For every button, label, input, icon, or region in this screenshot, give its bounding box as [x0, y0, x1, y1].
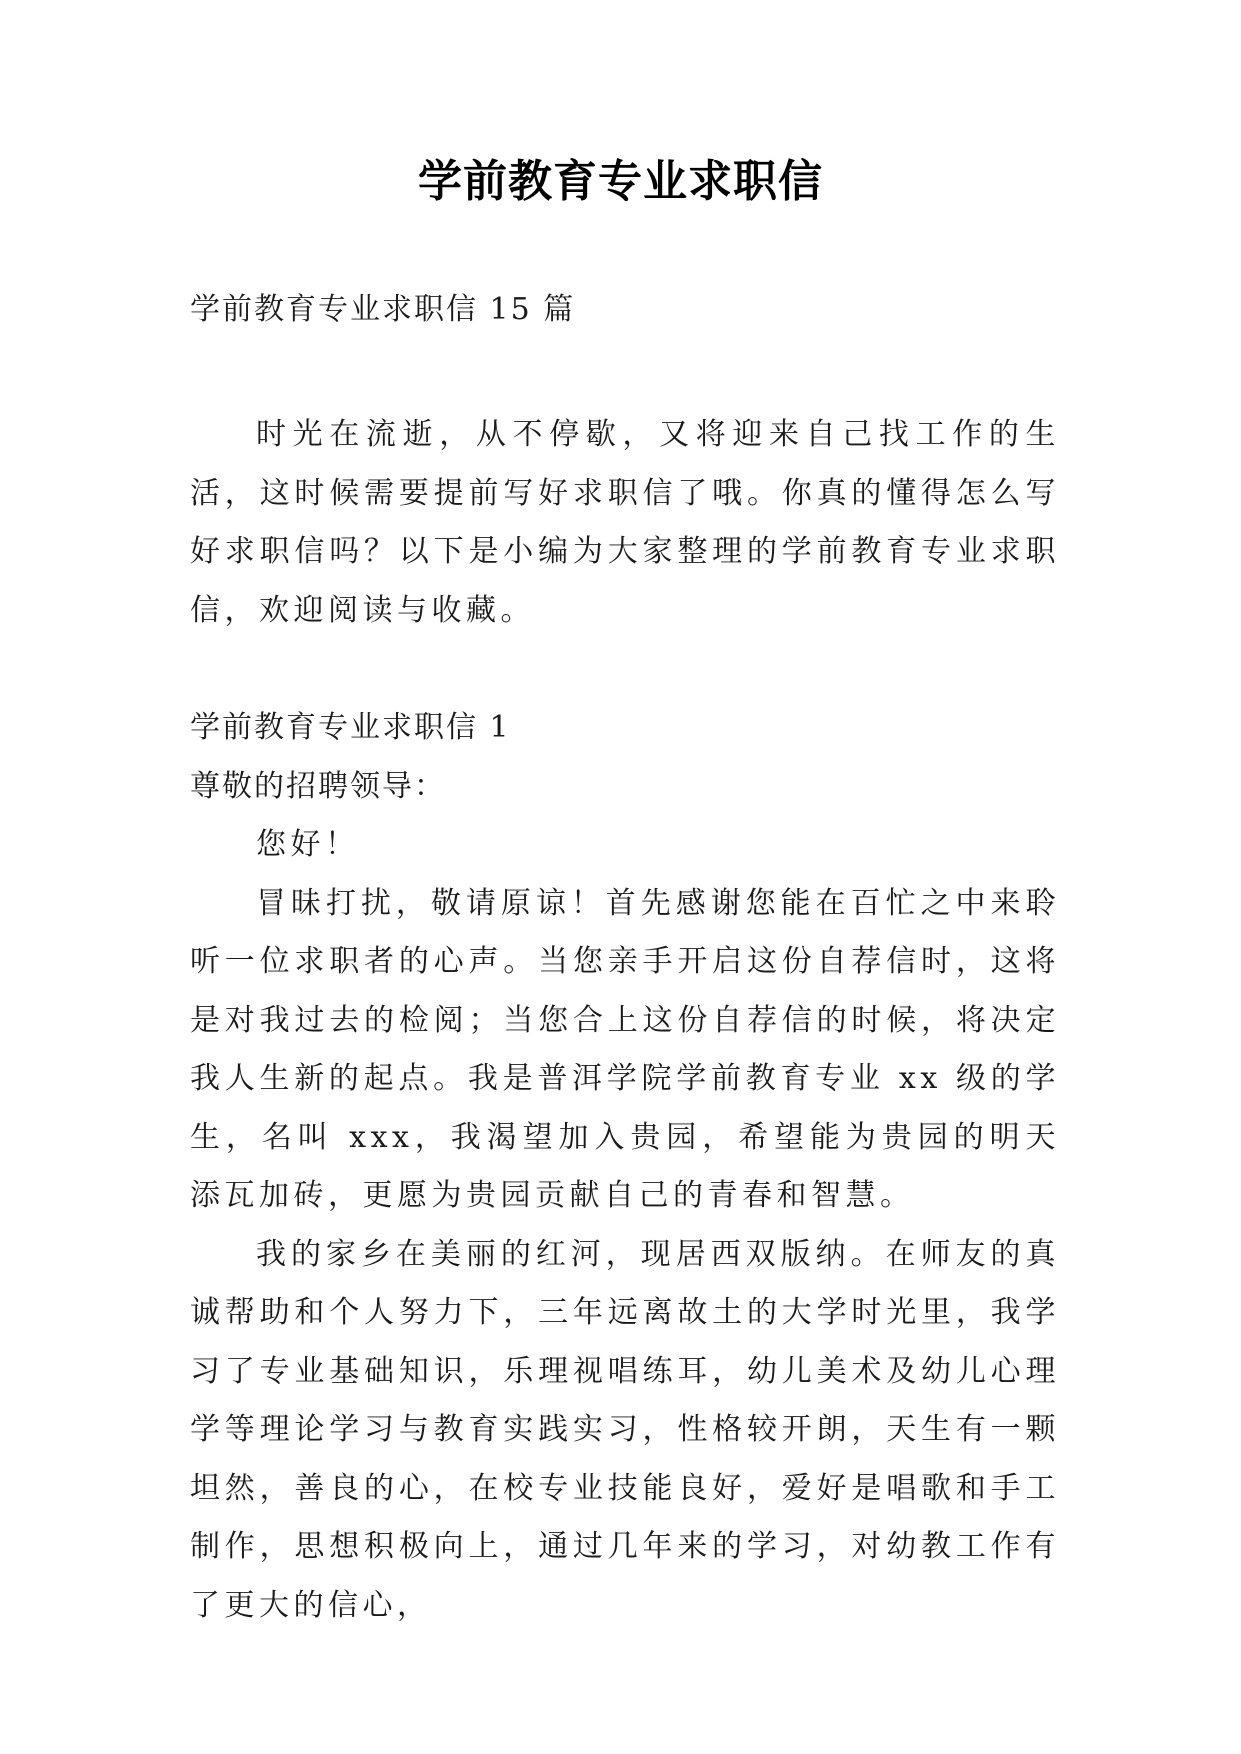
document-subtitle: 学前教育专业求职信 15 篇	[190, 292, 576, 327]
letter-greeting: 您好！	[256, 827, 360, 862]
document-title: 学前教育专业求职信	[418, 156, 823, 207]
letter-1	[190, 699, 1060, 1635]
intro-paragraph: 时光在流逝，从不停歇，又将迎来自己找工作的生活，这时候需要提前写好求职信了哦。你真的懂得怎么写好求职信吗？以下是小编为大家整理的学前教育专业求职信，欢迎阅读与收藏。	[190, 417, 1060, 628]
letter-paragraph-1: 冒昧打扰，敬请原谅！首先感谢您能在百忙之中来聆听一位求职者的心声。当您亲手开启这份自荐信时，这将是对我过去的检阅；当您合上这份自荐信的时候，将决定我人生新的起点。我是普洱学院学前教育专业 xx 级的学生，名叫 xxx，我渴望加入贵园，希望能为贵园的明天添瓦加砖，更愿为贵园贡献自己的青春和智慧。	[190, 885, 1060, 1213]
letter-paragraph-2: 我的家乡在美丽的红河，现居西双版纳。在师友的真诚帮助和个人努力下，三年远离故土的大学时光里，我学习了专业基础知识，乐理视唱练耳，幼儿美术及幼儿心理学等理论学习与教育实践实习，性格较开朗，天生有一颗坦然，善良的心，在校专业技能良好，爱好是唱歌和手工制作，思想积极向上，通过几年来的学习，对幼教工作有了更大的信心，	[190, 1236, 1060, 1623]
letter-heading: 学前教育专业求职信 1	[190, 710, 511, 745]
letter-salutation: 尊敬的招聘领导：	[190, 768, 446, 804]
